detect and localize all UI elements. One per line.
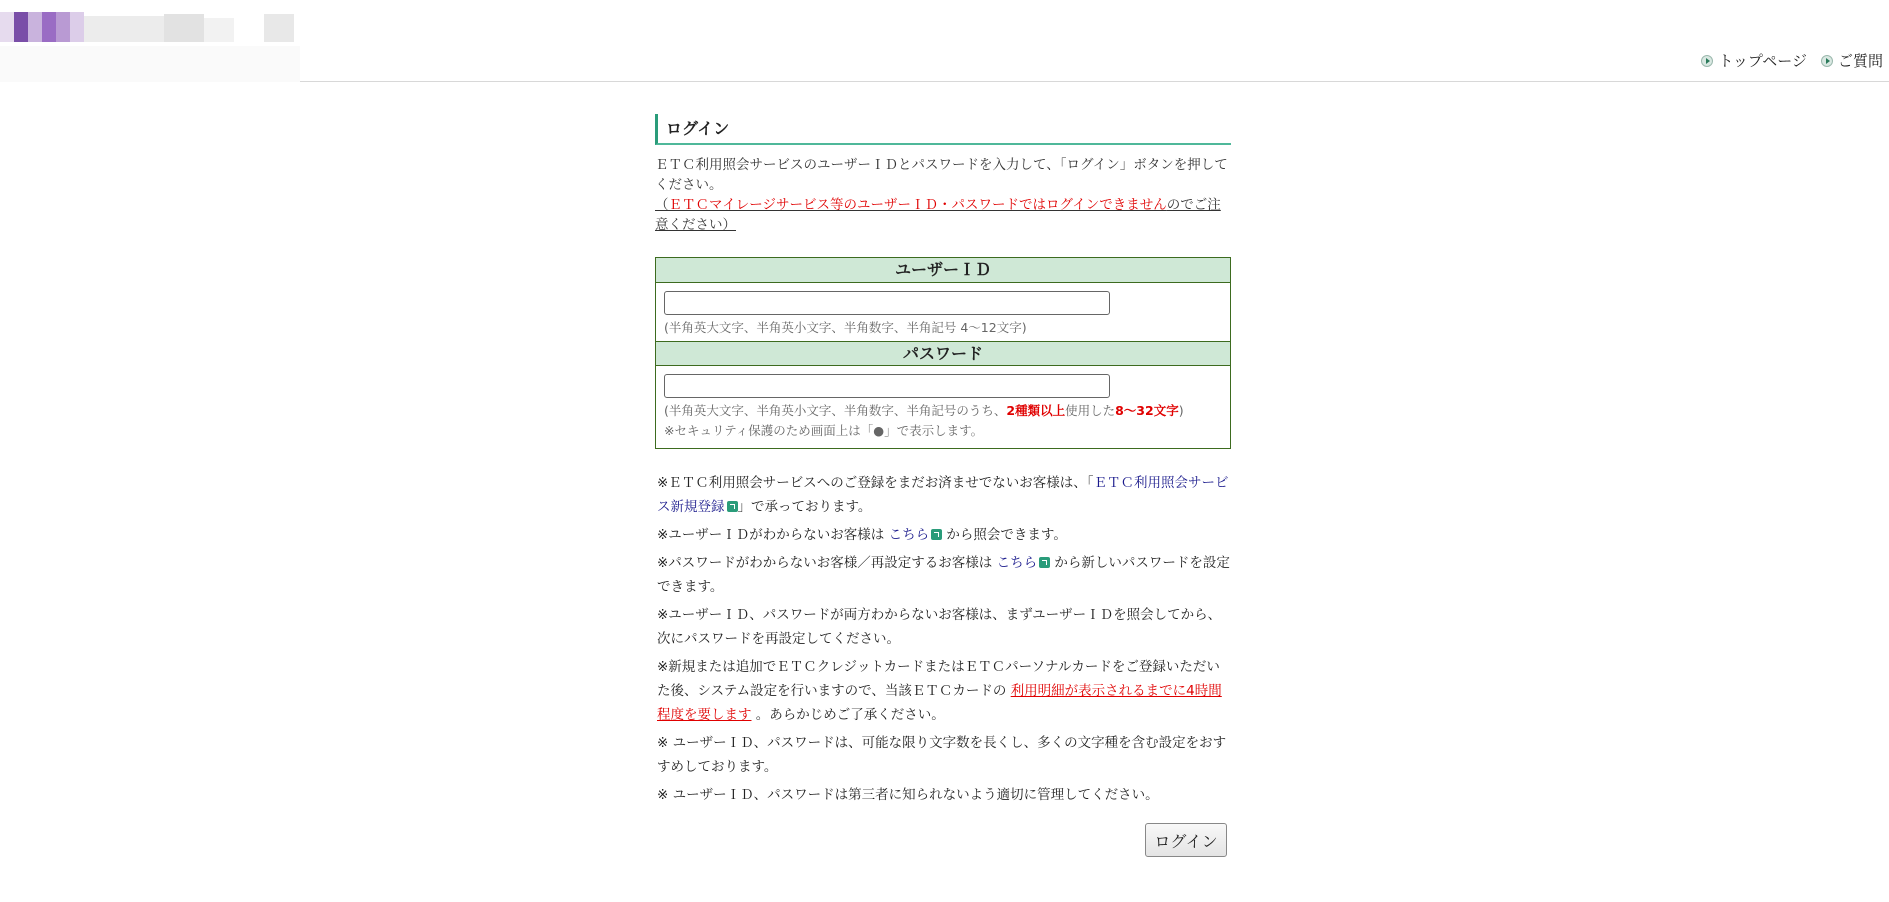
note-manage-credentials: ※ ユーザーＩＤ、パスワードは第三者に知られないよう適切に管理してください。 xyxy=(657,787,1159,803)
userid-input[interactable] xyxy=(664,291,1110,315)
password-hint-red: 2種類以上 xyxy=(1006,403,1066,418)
password-hint-red: 8～32文字 xyxy=(1115,403,1179,418)
note-strong-credentials: ※ ユーザーＩＤ、パスワードは、可能な限り文字数を長くし、多くの文字種を含む設定をおすすめしております。 xyxy=(657,735,1227,775)
nav-link-faq[interactable] xyxy=(1821,50,1883,71)
login-button[interactable]: ログイン xyxy=(1145,823,1227,857)
nav-label-top-page: トップページ xyxy=(1718,52,1807,70)
password-reset-link[interactable]: こちら xyxy=(996,555,1038,571)
userid-label: ユーザーＩＤ xyxy=(656,258,1230,283)
intro-text: ＥＴＣ利用照会サービスのユーザーＩＤとパスワードを入力して、「ログイン」ボタンを押してください。 xyxy=(655,157,1228,193)
site-logo-blurred[interactable] xyxy=(0,12,300,82)
password-label: パスワード xyxy=(656,341,1230,366)
arrow-right-circle-icon xyxy=(1701,55,1713,67)
warning-open: （ xyxy=(655,197,669,213)
note-text: 。あらかじめご了承ください。 xyxy=(755,707,945,723)
note-text: 」で承っております。 xyxy=(737,499,872,515)
nav-link-top-page[interactable] xyxy=(1701,50,1807,71)
external-link-icon xyxy=(931,529,942,540)
page-title: ログイン xyxy=(655,114,1231,145)
password-input[interactable] xyxy=(664,374,1110,398)
warning-rest: のでご注意ください） xyxy=(655,197,1221,233)
note-text: ※ユーザーＩＤがわからないお客様は xyxy=(657,527,885,543)
note-text: から新しいパスワードを設定できます。 xyxy=(657,555,1230,595)
password-hint xyxy=(664,402,1222,420)
arrow-right-circle-icon xyxy=(1821,55,1833,67)
registration-link[interactable]: ＥＴＣ利用照会サービス新規登録 xyxy=(657,475,1229,515)
password-cell xyxy=(656,366,1230,448)
site-header xyxy=(0,0,1889,82)
login-warning xyxy=(655,195,1231,235)
nav-label-faq: ご質問 xyxy=(1837,52,1883,70)
password-hint-part: ) xyxy=(1178,403,1184,418)
external-link-icon xyxy=(1039,557,1050,568)
login-intro xyxy=(655,155,1231,235)
login-main xyxy=(655,114,1231,811)
four-hours-link[interactable]: 利用明細が表示されるまでに4時間程度を要します xyxy=(657,683,1222,723)
password-hint-part: 使用した xyxy=(1065,403,1116,418)
note-card-registration xyxy=(655,655,1231,727)
userid-hint: (半角英大文字、半角英小文字、半角数字、半角記号 4～12文字) xyxy=(664,320,1027,335)
note-text: から照会できます。 xyxy=(946,527,1067,543)
note-text: ※新規または追加でＥＴＣクレジットカードまたはＥＴＣパーソナルカードをご登録いただいた後、システム設定を行いますので、当該ＥＴＣカードの xyxy=(657,659,1220,699)
password-security-note: ※セキュリティ保護のため画面上は「●」で表示します。 xyxy=(664,423,984,438)
userid-lookup-link[interactable]: こちら xyxy=(888,527,930,543)
password-hint-part: (半角英大文字、半角英小文字、半角数字、半角記号のうち、 xyxy=(664,403,1007,418)
warning-red-text: ＥＴＣマイレージサービス等のユーザーＩＤ・パスワードではログインできません xyxy=(668,197,1167,213)
login-notes xyxy=(655,471,1231,807)
login-form xyxy=(655,257,1231,449)
note-both-forgotten: ※ユーザーＩＤ、パスワードが両方わからないお客様は、まずユーザーＩＤを照会してから、次にパスワードを再設定してください。 xyxy=(657,607,1222,647)
note-registration xyxy=(655,471,1231,519)
header-nav xyxy=(1701,50,1883,71)
note-text: ※パスワードがわからないお客様／再設定するお客様は xyxy=(657,555,993,571)
external-link-icon xyxy=(727,501,738,512)
note-password-reset xyxy=(655,551,1231,599)
note-text: ※ＥＴＣ利用照会サービスへのご登録をまだお済ませでないお客様は、「 xyxy=(657,475,1094,491)
note-userid-lookup xyxy=(655,523,1231,547)
userid-cell xyxy=(656,283,1230,341)
